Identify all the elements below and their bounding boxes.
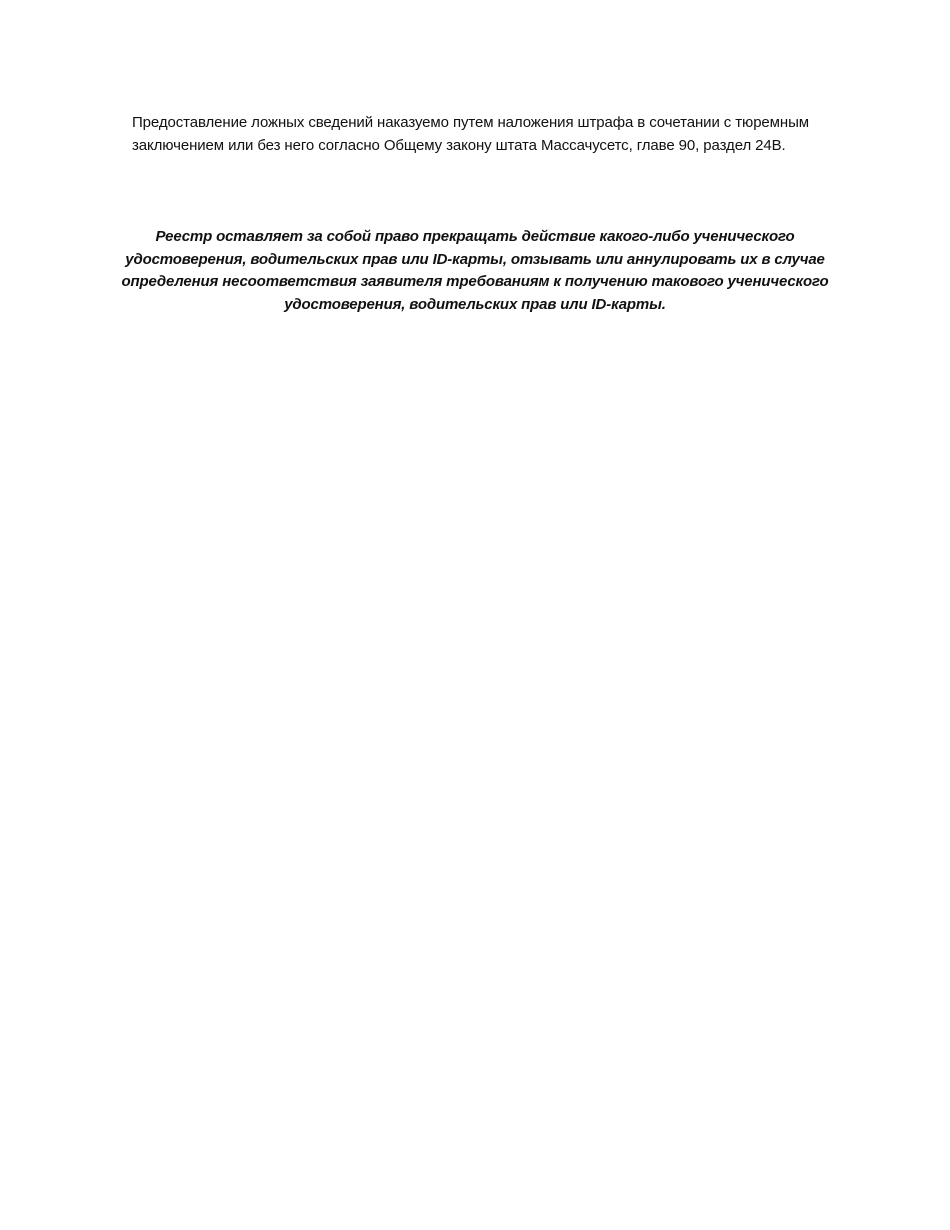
false-information-warning: Предоставление ложных сведений наказуемо путем наложения штрафа в сочетании с тюремным заключением или без него согласно Общему закону штата Массачусетс, главе 90, раздел 24В. [132,114,809,154]
registry-rights-notice: Реестр оставляет за собой право прекращать действие какого-либо ученического удостоверения, водительских прав или ID-карты, отзывать или аннулировать их в случае определения несоответствия заявителя требованиям к получению такового ученического удостоверения, водительских прав или ID-карты. [121,228,829,313]
